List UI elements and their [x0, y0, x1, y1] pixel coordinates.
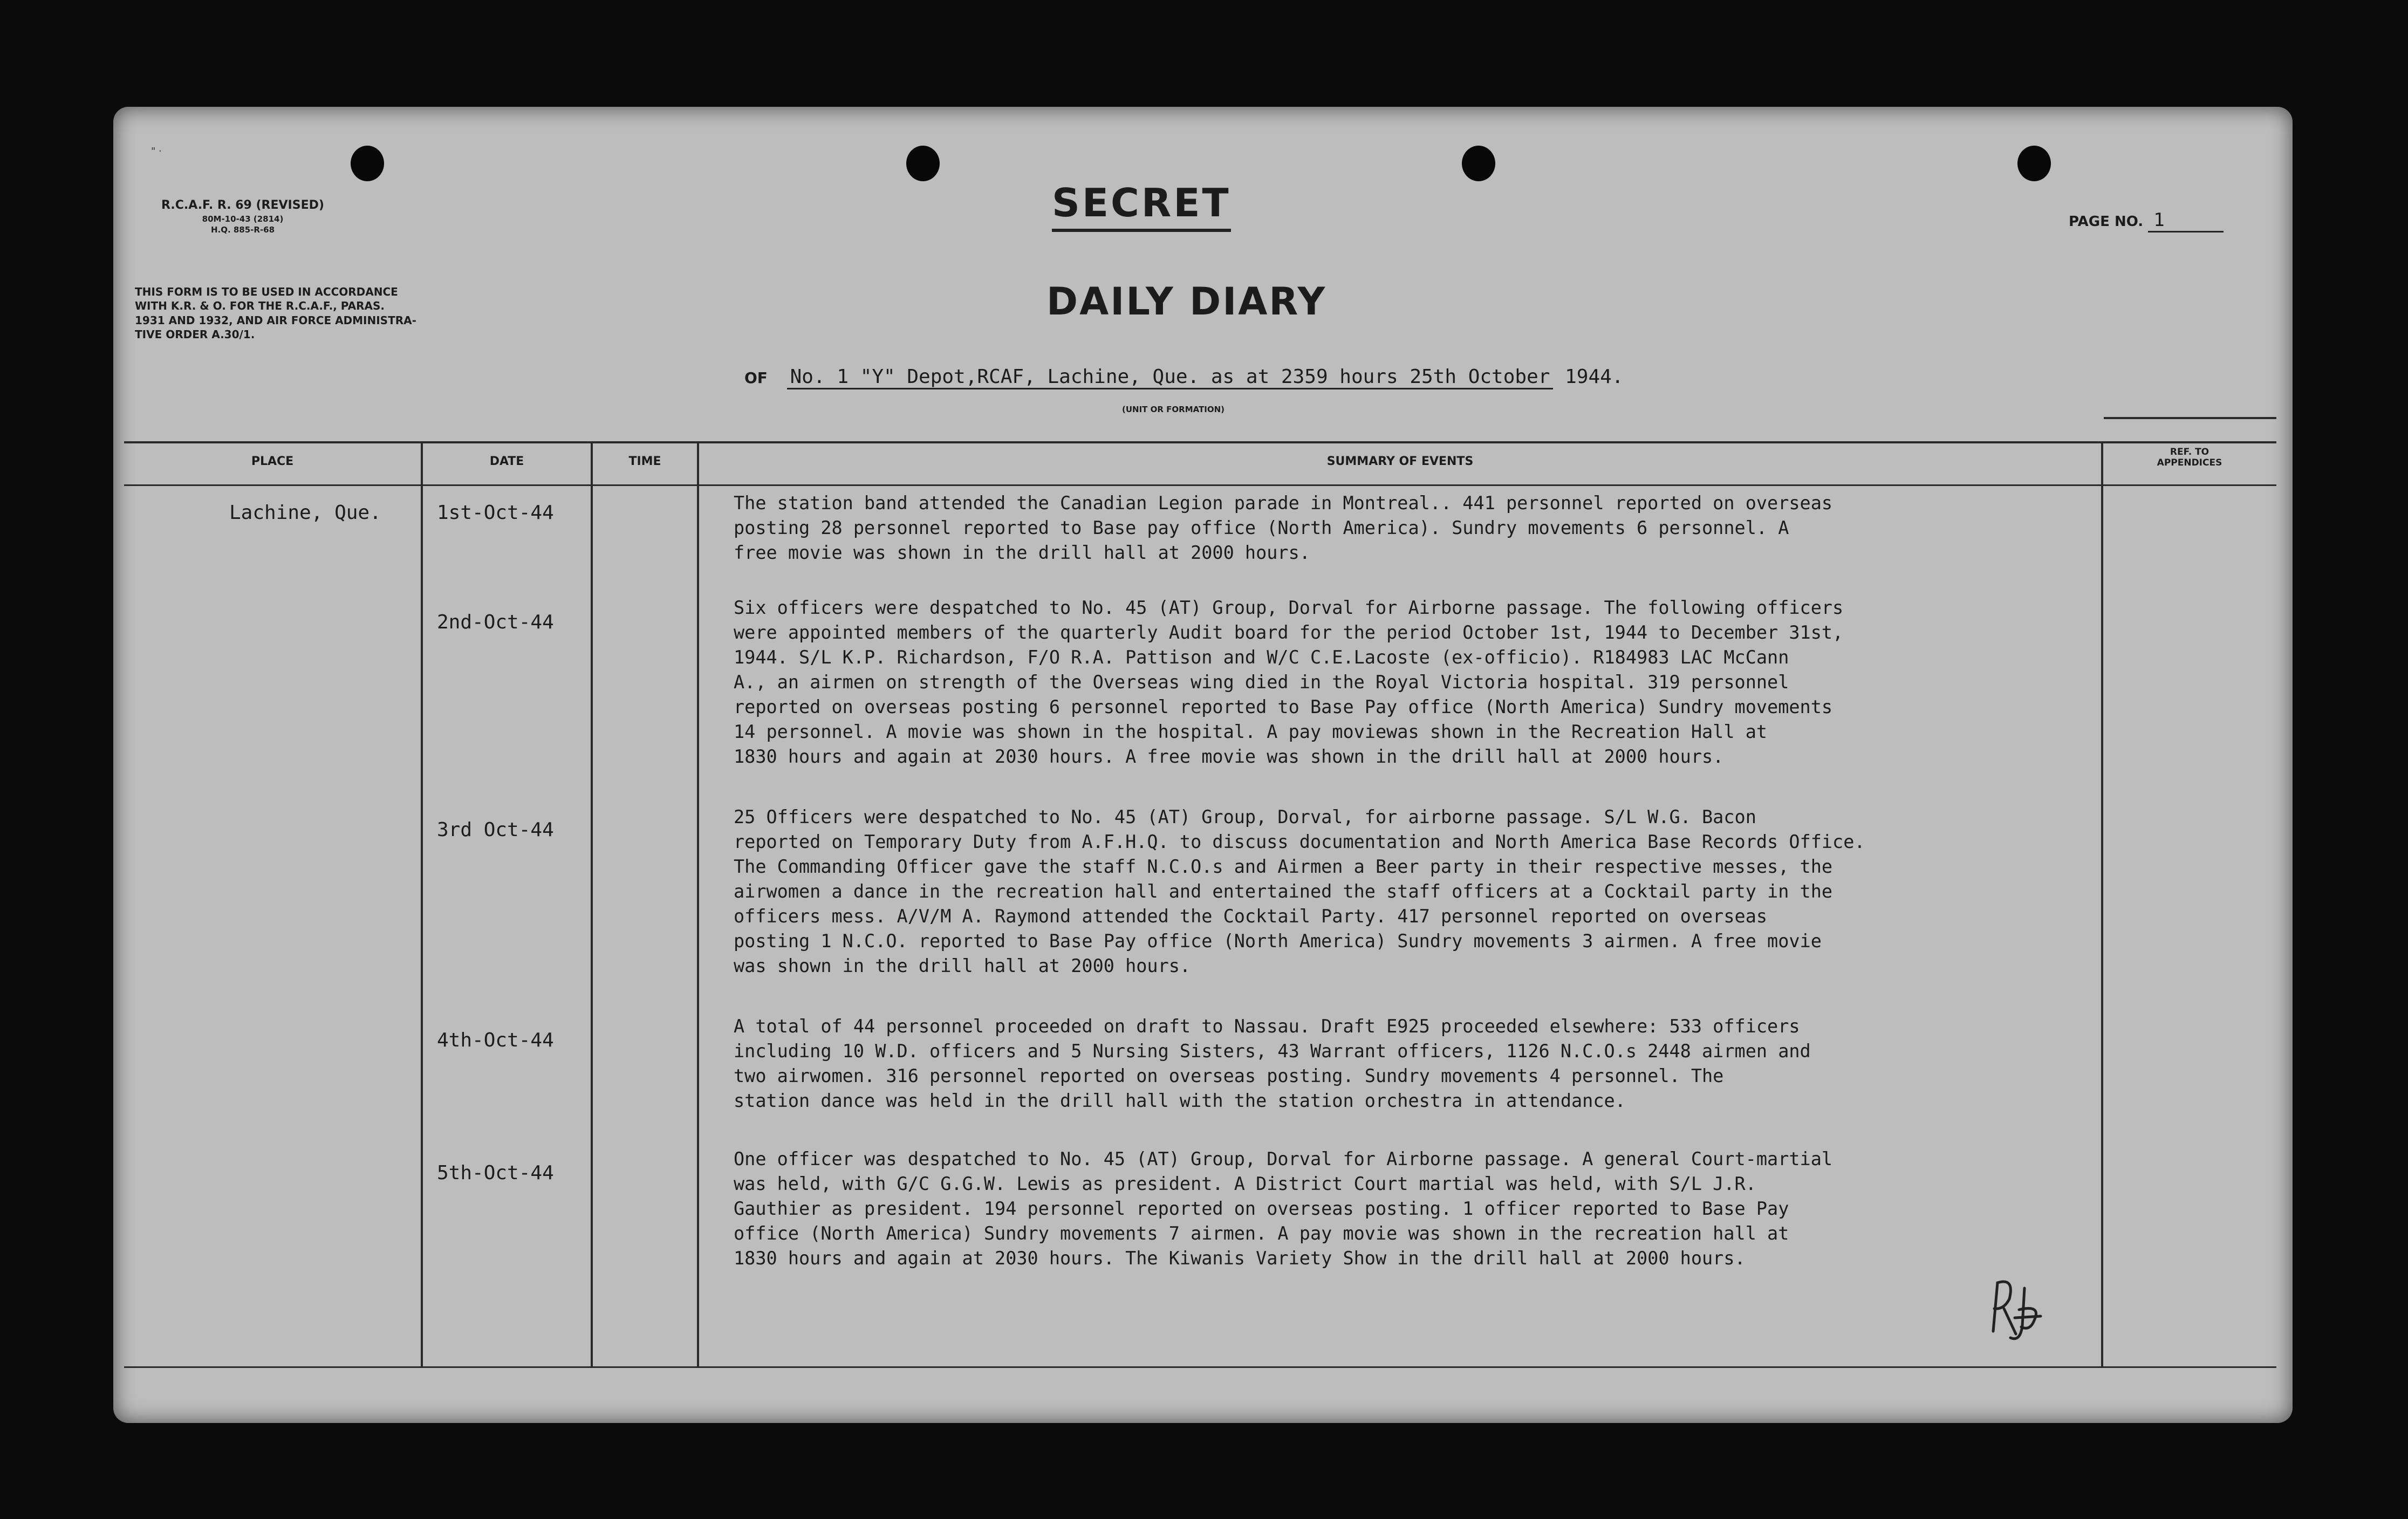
classification-heading: SECRET: [1052, 180, 1231, 232]
summary-line: posting 1 N.C.O. reported to Base Pay office (North America) Sundry movements 3 airmen. A free movie: [734, 930, 1822, 952]
table-top-rule: [124, 441, 2276, 443]
punch-hole: [906, 146, 940, 181]
summary-line: The Commanding Officer gave the staff N.C.O.s and Airmen a Beer party in their respective messes, the: [734, 856, 1833, 877]
summary-line: were appointed members of the quarterly Audit board for the period October 1st, 1944 to December 31st,: [734, 622, 1844, 643]
instruction-line: TIVE ORDER A.30/1.: [135, 328, 255, 341]
summary-line: office (North America) Sundry movements 7 airmen. A pay movie was shown in the recreation hall at: [734, 1223, 1789, 1244]
summary-line: 14 personnel. A movie was shown in the hospital. A pay moviewas shown in the Recreation Hall at: [734, 721, 1768, 742]
instruction-line: 1931 AND 1932, AND AIR FORCE ADMINISTRA-: [135, 313, 416, 327]
summary-line: posting 28 personnel reported to Base pay office (North America). Sundry movements 6 personnel. A: [734, 517, 1789, 538]
entry-summary: [734, 805, 2074, 979]
summary-line: airwomen a dance in the recreation hall and entertained the staff officers at a Cocktail party in the: [734, 881, 1833, 902]
summary-line: Gauthier as president. 194 personnel reported on overseas posting. 1 officer reported to Base Pay: [734, 1198, 1789, 1219]
summary-line: One officer was despatched to No. 45 (AT) Group, Dorval for Airborne passage. A general Court-martial: [734, 1148, 1833, 1169]
entry-date: 2nd-Oct-44: [437, 611, 554, 633]
entry-summary: [734, 596, 2074, 769]
page-number: 1: [2148, 209, 2224, 232]
page-label: PAGE NO.: [2069, 214, 2144, 230]
form-code-line: R.C.A.F. R. 69 (REVISED): [161, 199, 324, 212]
summary-line: was shown in the drill hall at 2000 hours.: [734, 955, 1191, 976]
unit-name: No. 1 "Y" Depot,RCAF, Lachine, Que. as at 2359 hours 25th October: [787, 366, 1554, 389]
column-rule: [2101, 441, 2103, 1366]
ref-label-line: APPENDICES: [2157, 457, 2222, 469]
summary-line: reported on overseas posting 6 personnel reported to Base Pay office (North America) Sundry movements: [734, 696, 1833, 717]
unit-line: [744, 366, 1624, 388]
form-code: [135, 197, 351, 235]
summary-line: A., an airmen on strength of the Overseas wing died in the Royal Victoria hospital. 319 personnel: [734, 672, 1789, 693]
summary-line: reported on Temporary Duty from A.F.H.Q. to discuss documentation and North America Base Records Office.: [734, 831, 1865, 852]
summary-line: two airwomen. 316 personnel reported on overseas posting. Sundry movements 4 personnel. The: [734, 1065, 1724, 1086]
column-header-ref: [2103, 447, 2276, 469]
diary-sheet: [113, 107, 2293, 1423]
summary-line: 1830 hours and again at 2030 hours. A free movie was shown in the drill hall at 2000 hours.: [734, 746, 1724, 767]
instruction-line: WITH K.R. & O. FOR THE R.C.A.F., PARAS.: [135, 299, 385, 313]
summary-line: free movie was shown in the drill hall at 2000 hours.: [734, 542, 1310, 563]
page-number-field: [2069, 209, 2224, 232]
punch-hole: [1462, 146, 1495, 181]
punch-hole: [351, 146, 384, 181]
form-code-line: 80M-10-43 (2814): [202, 214, 284, 224]
handwritten-initials: [1982, 1267, 2047, 1347]
summary-line: was held, with G/C G.G.W. Lewis as president. A District Court martial was held, with S/L J.R.: [734, 1173, 1756, 1194]
form-instructions: [135, 285, 534, 342]
table-bottom-rule: [124, 1366, 2276, 1368]
entry-summary: [734, 1147, 2074, 1271]
summary-line: officers mess. A/V/M A. Raymond attended the Cocktail Party. 417 personnel reported on overseas: [734, 906, 1768, 927]
summary-line: Six officers were despatched to No. 45 (AT) Group, Dorval for Airborne passage. The following officers: [734, 597, 1844, 618]
summary-line: including 10 W.D. officers and 5 Nursing Sisters, 43 Warrant officers, 1126 N.C.O.s 2448 airmen and: [734, 1041, 1811, 1062]
entry-date: 4th-Oct-44: [437, 1029, 554, 1051]
column-rule: [697, 441, 699, 1366]
summary-line: The station band attended the Canadian Legion parade in Montreal.. 441 personnel reported on overseas: [734, 492, 1833, 514]
unit-year: 1944.: [1565, 366, 1624, 388]
summary-line: station dance was held in the drill hall with the station orchestra in attendance.: [734, 1090, 1626, 1111]
form-code-line: H.Q. 885-R-68: [210, 224, 275, 235]
punch-hole: [2017, 146, 2051, 181]
entry-summary: [734, 1014, 2074, 1113]
column-header-time: TIME: [628, 455, 661, 468]
of-label: OF: [744, 369, 768, 387]
entry-date: 1st-Oct-44: [437, 502, 554, 524]
unit-rule: [2104, 417, 2276, 419]
column-header-place: PLACE: [251, 455, 294, 468]
column-rule: [591, 441, 593, 1366]
unit-caption: (UNIT OR FORMATION): [1122, 405, 1225, 414]
corner-marks: " ·: [151, 146, 162, 157]
entry-date: 5th-Oct-44: [437, 1162, 554, 1184]
summary-line: 1830 hours and again at 2030 hours. The Kiwanis Variety Show in the drill hall at 2000 hours.: [734, 1248, 1746, 1269]
summary-line: 25 Officers were despatched to No. 45 (AT) Group, Dorval, for airborne passage. S/L W.G. Bacon: [734, 806, 1756, 827]
header-rule: [124, 484, 2276, 486]
column-rule: [421, 441, 423, 1366]
entry-summary: [734, 491, 2074, 565]
place-cell: Lachine, Que.: [229, 502, 381, 524]
instruction-line: THIS FORM IS TO BE USED IN ACCORDANCE: [135, 285, 398, 298]
ref-label-line: REF. TO: [2170, 447, 2209, 457]
column-header-summary: SUMMARY OF EVENTS: [1326, 455, 1474, 468]
column-header-date: DATE: [489, 455, 524, 468]
diary-title: DAILY DIARY: [1046, 279, 1327, 324]
summary-line: A total of 44 personnel proceeded on draft to Nassau. Draft E925 proceeded elsewhere: 533 officers: [734, 1016, 1800, 1037]
summary-line: 1944. S/L K.P. Richardson, F/O R.A. Pattison and W/C C.E.Lacoste (ex-officio). R184983 LAC McCann: [734, 647, 1789, 668]
entry-date: 3rd Oct-44: [437, 819, 554, 841]
